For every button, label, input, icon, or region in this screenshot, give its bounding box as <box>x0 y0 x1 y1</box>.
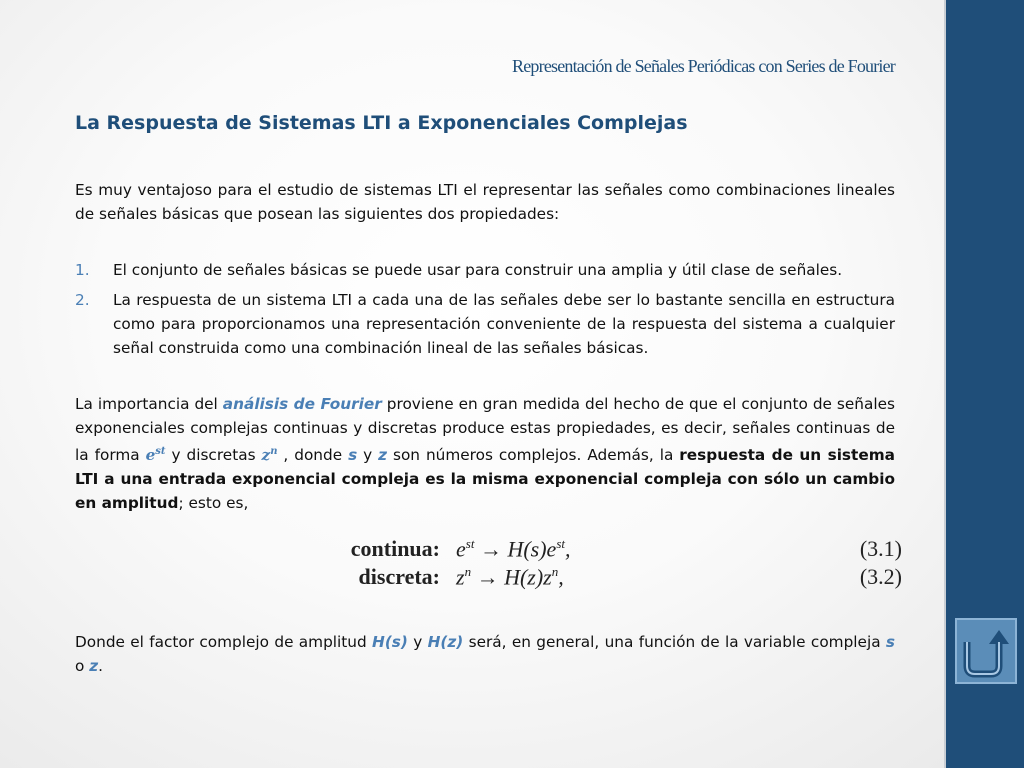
equation-row <box>340 564 910 592</box>
zn-symbol: $z^n$ <box>261 446 278 465</box>
equation-label: continua: <box>350 536 440 561</box>
z-variable: z <box>378 446 388 465</box>
properties-list <box>75 258 895 366</box>
text-run: y <box>407 633 428 651</box>
fourier-paragraph <box>75 392 895 515</box>
list-text: La respuesta de un sistema LTI a cada una de las señales debe ser lo bastante sencilla en estructura como para proporcionamos una representación conveniente de la respuesta del sistema a cualquier señal construida como una combinación lineal de las señales básicas. <box>113 291 895 357</box>
s-variable: s <box>885 633 896 651</box>
list-item <box>75 288 895 360</box>
hz-term: H(z) <box>427 633 464 651</box>
text-run: La importancia del <box>75 395 223 413</box>
text-run: proviene en gran medida del hecho de que el conjunto de señales exponenciales complejas continuas y discretas produce estas propiedades, es decir, señales continuas de la forma <box>75 395 895 465</box>
text-run: y discretas <box>165 446 262 465</box>
return-arrow-icon <box>957 620 1015 682</box>
equation-body: $z^n \to H(z)z^n$, <box>456 564 564 590</box>
equation-label: discreta: <box>358 564 440 589</box>
z-variable: z <box>89 657 99 675</box>
s-variable: s <box>348 446 358 465</box>
fourier-term: análisis de Fourier <box>222 395 382 413</box>
slide-title: Representación de Señales Periódicas con Series de Fourier <box>512 56 895 76</box>
equation-number: (3.1) <box>859 536 902 561</box>
text-run: o <box>75 657 90 675</box>
equation-number: (3.2) <box>859 564 902 589</box>
text-run: ; esto es, <box>178 494 249 513</box>
est-symbol: $e^{st}$ <box>145 446 166 465</box>
text-run: Donde el factor complejo de amplitud <box>75 633 373 651</box>
intro-paragraph: Es muy ventajoso para el estudio de sistemas LTI el representar las señales como combinaciones lineales de señales básicas que posean las siguientes dos propiedades: <box>75 181 895 223</box>
list-number: 1. <box>75 261 90 279</box>
list-number: 2. <box>75 291 90 309</box>
hs-term: H(s) <box>372 633 408 651</box>
bold-statement: respuesta de un sistema LTI a una entrada exponencial compleja es la misma exponencial compleja con sólo un cambio en amplitud <box>75 446 895 513</box>
list-item <box>75 258 895 282</box>
text-run: y <box>357 446 379 465</box>
text-run: será, en general, una función de la variable compleja <box>463 633 886 651</box>
text-run: son números complejos. Además, la <box>387 446 680 465</box>
list-text: El conjunto de señales básicas se puede usar para construir una amplia y útil clase de señales. <box>113 261 843 279</box>
equation-row <box>340 536 910 564</box>
return-button[interactable] <box>955 618 1017 684</box>
equations-image <box>340 536 910 596</box>
text-run: , donde <box>277 446 349 465</box>
text-run: . <box>98 657 104 675</box>
amplitude-paragraph <box>75 630 895 678</box>
section-heading: La Respuesta de Sistemas LTI a Exponenciales Complejas <box>75 112 688 134</box>
equation-body: $e^{st} \to H(s)e^{st}$, <box>456 536 571 562</box>
